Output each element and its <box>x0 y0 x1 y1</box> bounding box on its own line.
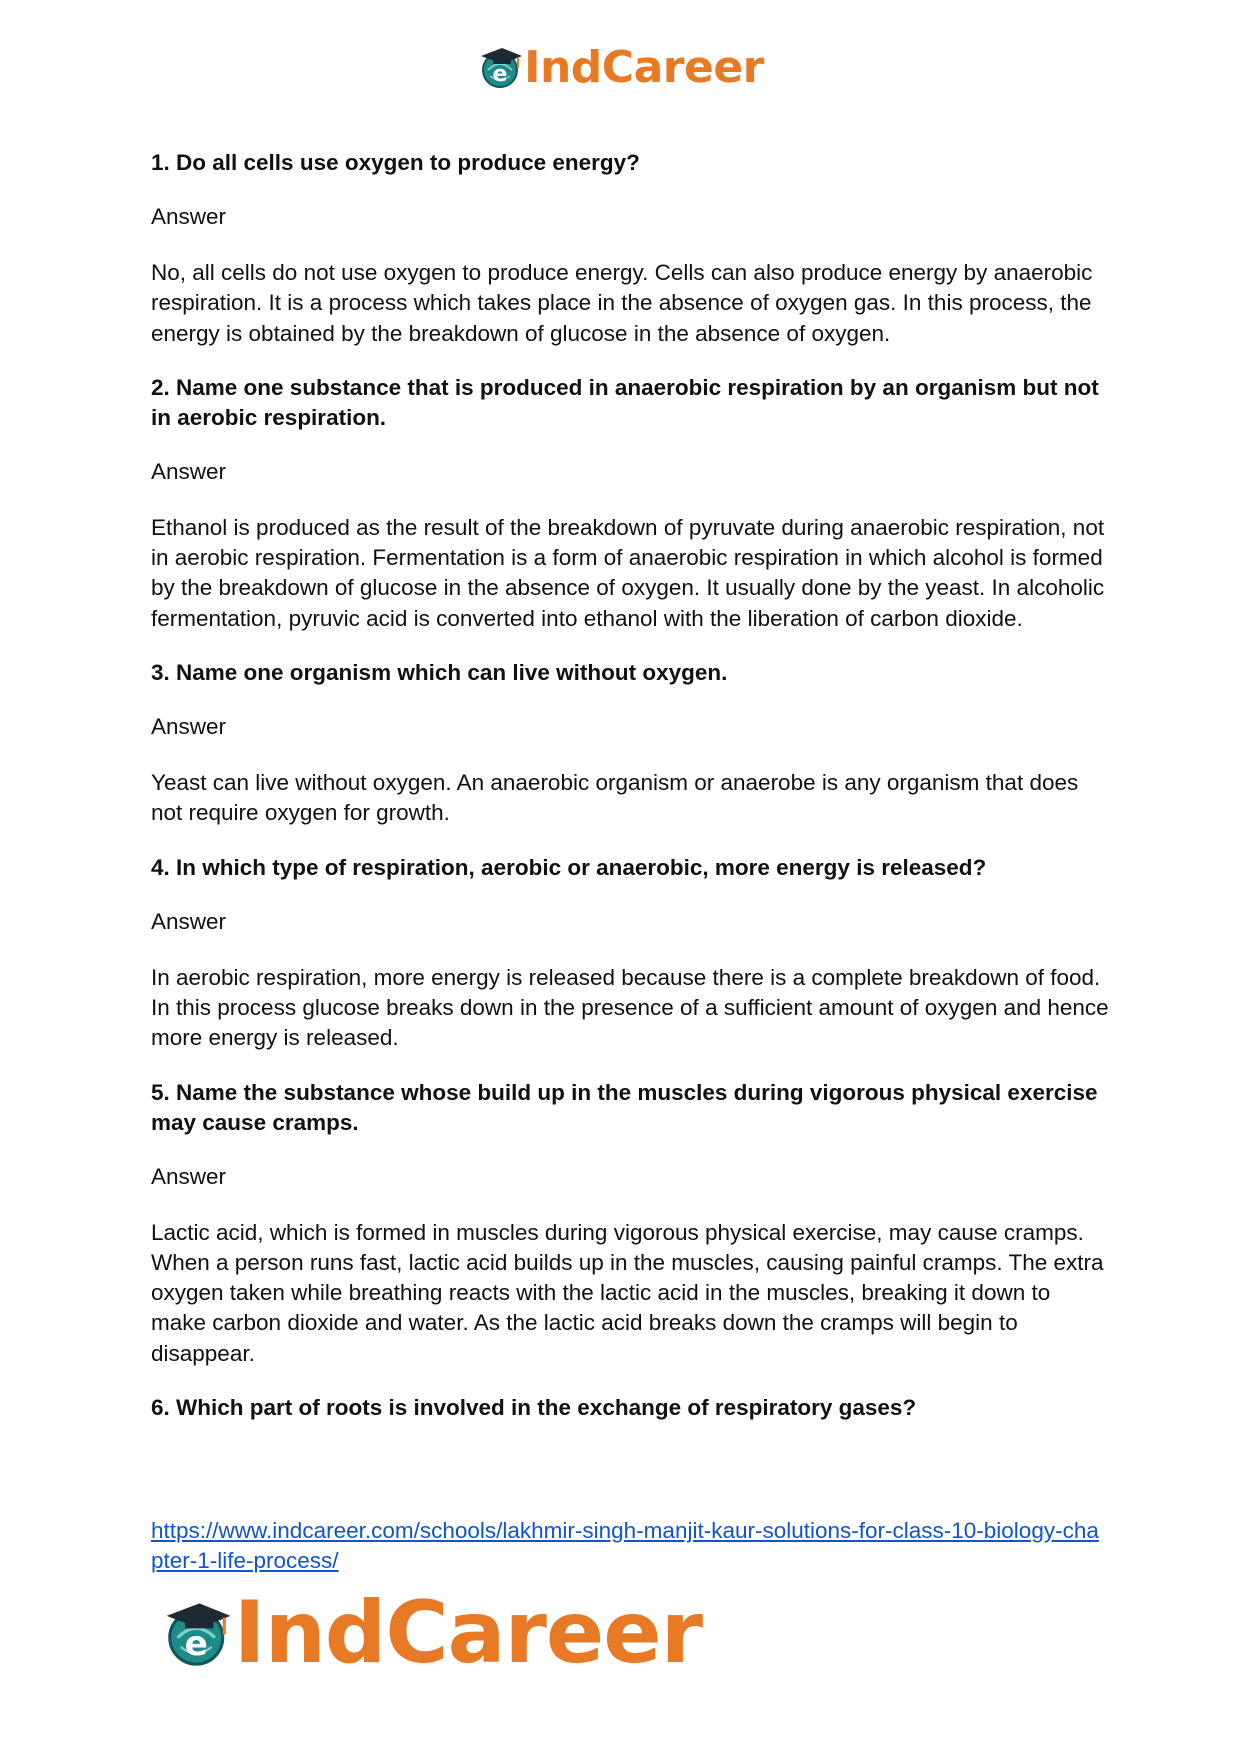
answer-label-1: Answer <box>151 204 227 229</box>
answer-5: Lactic acid, which is formed in muscles during vigorous physical exercise, may cause cramps. When a person runs fast, lactic acid builds up in the muscles, causing painful cramps. The extra oxygen taken while breathing reacts with the lactic acid in the muscles, breaking it down to make carbon dioxide and water. As the lactic acid breaks down the cramps will begin to disappear. <box>151 1219 1104 1366</box>
question-1: 1. Do all cells use oxygen to produce energy? <box>151 150 640 175</box>
svg-text:e: e <box>184 1623 208 1664</box>
qa-item-5 <box>151 1078 1111 1369</box>
svg-text:e: e <box>492 62 508 87</box>
answer-label-5: Answer <box>151 1163 227 1189</box>
qa-item-2 <box>151 373 1111 634</box>
qa-item-3 <box>151 658 1111 829</box>
document-body <box>151 148 1111 1447</box>
footer-logo <box>162 1583 702 1683</box>
question-4: 4. In which type of respiration, aerobic or anaerobic, more energy is released? <box>151 854 987 880</box>
question-2: 2. Name one substance that is produced in anaerobic respiration by an organism but not in aerobic respiration. <box>151 374 1099 430</box>
header-logo <box>0 42 1242 92</box>
footer-logo-wordmark: IndCareer <box>233 1583 702 1683</box>
graduation-cap-globe-icon <box>478 44 524 90</box>
qa-item-1 <box>151 148 1111 349</box>
answer-label-2: Answer <box>151 458 227 484</box>
answer-3: Yeast can live without oxygen. An anaerobic organism or anaerobe is any organism that does not require oxygen for growth. <box>151 770 1079 826</box>
answer-1: No, all cells do not use oxygen to produce energy. Cells can also produce energy by anaerobic respiration. It is a process which takes place in the absence of oxygen gas. In this process, the energy is obtained by the breakdown of glucose in the absence of oxygen. <box>151 260 1093 346</box>
question-5: 5. Name the substance whose build up in the muscles during vigorous physical exercise may cause cramps. <box>151 1079 1098 1135</box>
answer-label-3: Answer <box>151 714 227 740</box>
source-link[interactable]: https://www.indcareer.com/schools/lakhmir-singh-manjit-kaur-solutions-for-class-10-biology-chapter-1-life-process/ <box>151 1518 1099 1573</box>
question-3: 3. Name one organism which can live without oxygen. <box>151 660 728 686</box>
question-6: 6. Which part of roots is involved in the exchange of respiratory gases? <box>151 1395 917 1421</box>
qa-item-4 <box>151 853 1111 1054</box>
indcareer-logo <box>478 42 764 93</box>
logo-wordmark: IndCareer <box>524 41 764 93</box>
graduation-cap-globe-icon <box>162 1589 234 1677</box>
answer-2: Ethanol is produced as the result of the breakdown of pyruvate during anaerobic respiration, not in aerobic respiration. Fermentation is a form of anaerobic respiration in which alcohol is formed by the breakdown of glucose in the absence of oxygen. It usually done by the yeast. In alcoholic fermentation, pyruvic acid is converted into ethanol with the liberation of carbon dioxide. <box>151 514 1105 631</box>
answer-label-4: Answer <box>151 908 227 934</box>
answer-4: In aerobic respiration, more energy is released because there is a complete breakdown of food. In this process glucose breaks down in the presence of a sufficient amount of oxygen and hence more energy is released. <box>151 964 1109 1051</box>
